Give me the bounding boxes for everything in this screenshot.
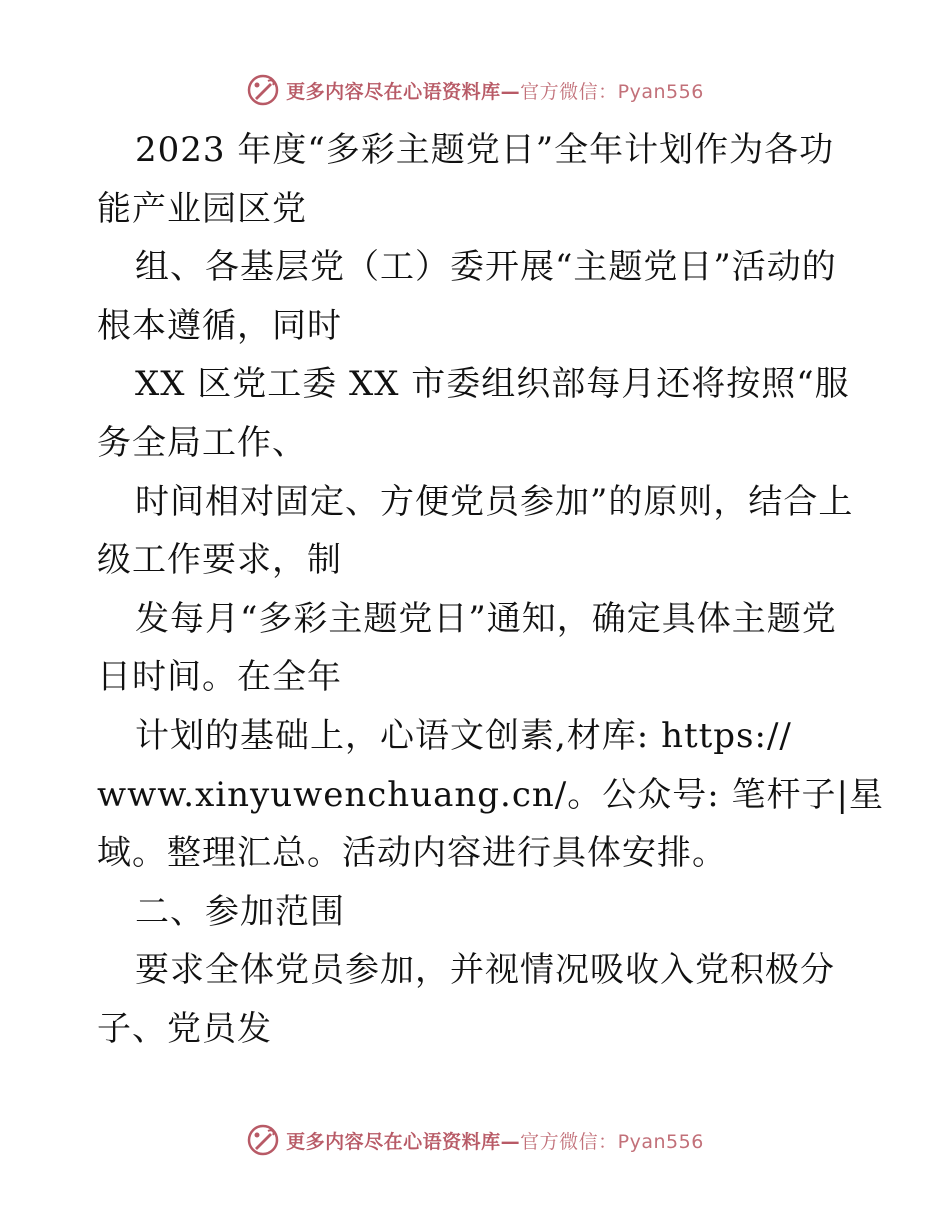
text-line: 要求全体党员参加，并视情况吸收入党积极分 [135, 950, 835, 991]
text-line: 根本遵循，同时 [97, 305, 342, 346]
banner-main-text: 更多内容尽在心语资料库— [286, 1130, 521, 1153]
text-line: 发每月“多彩主题党日”通知，确定具体主题党 [135, 598, 837, 639]
text-line: 域。整理汇总。活动内容进行具体安排。 [97, 833, 727, 874]
text-line: 务全局工作、 [97, 422, 307, 463]
text-line: 级工作要求，制 [97, 540, 342, 581]
text-line: XX 区党工委 XX 市委组织部每月还将按照“服 [135, 364, 850, 405]
header-banner [0, 70, 950, 110]
banner-wechat-text: 官方微信：Pyan556 [520, 80, 704, 103]
banner-wechat-text: 官方微信：Pyan556 [520, 1130, 704, 1153]
quill-seal-icon [246, 73, 280, 107]
quill-seal-icon [246, 1123, 280, 1157]
text-line: 时间相对固定、方便党员参加”的原则，结合上 [135, 481, 854, 522]
text-line: 子、党员发 [97, 1008, 272, 1049]
banner-main-text: 更多内容尽在心语资料库— [286, 80, 521, 103]
text-line: 能产业园区党 [97, 188, 307, 229]
section-heading: 二、参加范围 [135, 891, 345, 932]
text-line: 2023 年度“多彩主题党日”全年计划作为各功 [135, 130, 835, 170]
text-line: 日时间。在全年 [97, 657, 342, 698]
document-body [97, 121, 884, 1059]
text-line: 组、各基层党（工）委开展“主题党日”活动的 [135, 247, 837, 288]
footer-banner [0, 1120, 950, 1160]
text-line: 计划的基础上，心语文创素,材库: https:// [135, 715, 792, 756]
text-line: www.xinyuwenchuang.cn/。公众号: 笔杆子|星 [97, 774, 884, 815]
